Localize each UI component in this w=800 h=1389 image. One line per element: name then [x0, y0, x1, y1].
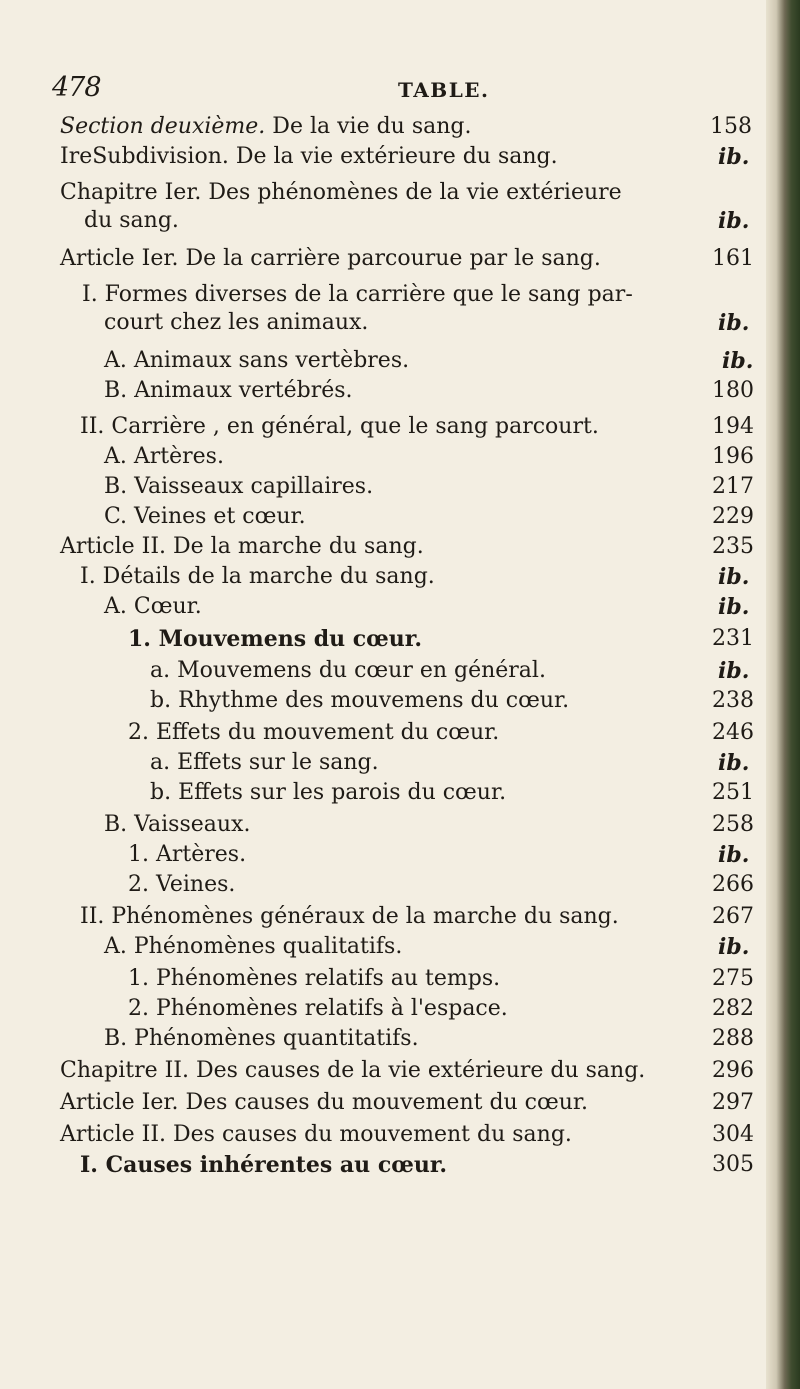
entry-text: a. Mouvemens du cœur en général.	[150, 658, 546, 683]
entry-text: 1. Artères.	[128, 842, 247, 867]
entry-text: Article Ier. Des causes du mouvement du cœur.	[60, 1090, 589, 1115]
entry-text: 1. Mouvemens du cœur.	[128, 626, 423, 652]
running-head: TABLE.	[398, 78, 490, 102]
entry-text: B. Vaisseaux capillaires.	[104, 474, 374, 499]
entry-page: ib.	[718, 564, 750, 590]
entry-page: ib.	[718, 310, 750, 336]
entry-page: 297	[712, 1090, 754, 1115]
entry-page: 258	[712, 812, 754, 837]
entry-text: Article Ier. De la carrière parcourue par le sang.	[60, 246, 601, 271]
entry-text: 2. Effets du mouvement du cœur.	[128, 720, 500, 745]
entry-page: ib.	[718, 144, 750, 170]
entry-page: 296	[712, 1058, 754, 1083]
page-number: 478	[52, 72, 101, 103]
entry-text: b. Effets sur les parois du cœur.	[150, 780, 507, 805]
entry-page: 238	[712, 688, 754, 713]
entry-page: 304	[712, 1122, 754, 1147]
entry-page: ib.	[718, 842, 750, 868]
entry-text: 2. Veines.	[128, 872, 236, 897]
entry-text: I. Causes inhérentes au cœur.	[80, 1152, 448, 1178]
entry-text: B. Vaisseaux.	[104, 812, 251, 837]
entry-text: court chez les animaux.	[104, 310, 369, 335]
entry-page: 305	[712, 1152, 754, 1177]
entry-page: ib.	[718, 658, 750, 684]
entry-text: 1. Phénomènes relatifs au temps.	[128, 966, 501, 991]
entry-page: 266	[712, 872, 754, 897]
entry-page: 282	[712, 996, 754, 1021]
entry-page: ib.	[718, 208, 750, 234]
entry-text: I. Détails de la marche du sang.	[80, 564, 435, 589]
entry-page: 196	[712, 444, 754, 469]
entry-text: 2. Phénomènes relatifs à l'espace.	[128, 996, 508, 1021]
entry-page: 235	[712, 534, 754, 559]
entry-page: ib.	[718, 934, 750, 960]
entry-page: ib.	[722, 348, 754, 374]
entry-text: Article II. Des causes du mouvement du sang.	[60, 1122, 572, 1147]
entry-text: I. Formes diverses de la carrière que le sang par-	[82, 282, 633, 307]
entry-page: 267	[712, 904, 754, 929]
entry-page: 229	[712, 504, 754, 529]
entry-text: A. Cœur.	[104, 594, 202, 619]
entry-page: ib.	[718, 594, 750, 620]
entry-text: A. Phénomènes qualitatifs.	[104, 934, 403, 959]
entry-text: A. Animaux sans vertèbres.	[104, 348, 410, 373]
entry-text: De la vie du sang.	[265, 114, 472, 139]
entry-text: Subdivision. De la vie extérieure du sang.	[92, 144, 558, 169]
entry-page: 158	[710, 114, 752, 139]
subdivision-ordinal: Ire	[60, 144, 93, 169]
entry-text: B. Animaux vertébrés.	[104, 378, 353, 403]
entry-text: b. Rhythme des mouvemens du cœur.	[150, 688, 570, 713]
entry-page: 194	[712, 414, 754, 439]
entry-page: 180	[712, 378, 754, 403]
entry-text: II. Carrière , en général, que le sang parcourt.	[80, 414, 599, 439]
entry-text: a. Effets sur le sang.	[150, 750, 379, 775]
entry-text: C. Veines et cœur.	[104, 504, 306, 529]
entry-text: Chapitre II. Des causes de la vie extérieure du sang.	[60, 1058, 646, 1083]
entry-page: ib.	[718, 750, 750, 776]
entry-text: II. Phénomènes généraux de la marche du sang.	[80, 904, 619, 929]
entry-text: Chapitre Ier. Des phénomènes de la vie extérieure	[60, 180, 622, 205]
entry-page: 217	[712, 474, 754, 499]
entry-page: 251	[712, 780, 754, 805]
entry-page: 161	[712, 246, 754, 271]
entry-text: B. Phénomènes quantitatifs.	[104, 1026, 419, 1051]
entry-page: 288	[712, 1026, 754, 1051]
entry-page: 275	[712, 966, 754, 991]
page-edge	[766, 0, 800, 1389]
entry-text: A. Artères.	[104, 444, 224, 469]
entry-page: 246	[712, 720, 754, 745]
entry-page: 231	[712, 626, 754, 651]
entry-text: du sang.	[84, 208, 179, 233]
entry-text: Article II. De la marche du sang.	[60, 534, 424, 559]
section-label: Section deuxième.	[60, 114, 266, 139]
